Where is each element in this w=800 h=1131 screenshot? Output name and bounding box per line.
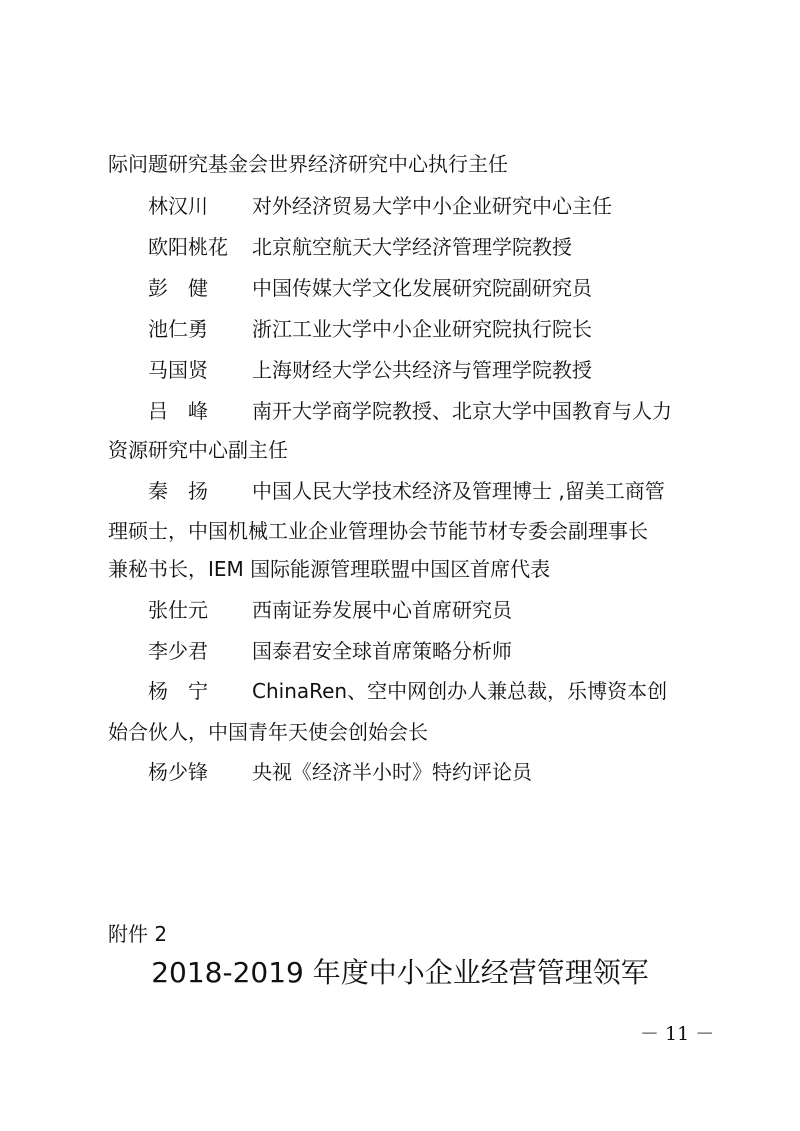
list-item: [148, 194, 612, 218]
text-line-continued: 兼秘书长，IEM 国际能源管理联盟中国区首席代表: [108, 557, 551, 581]
person-name: 杨 宁: [148, 679, 208, 703]
person-name: 秦 扬: [148, 479, 208, 503]
list-item: [148, 276, 592, 300]
person-name: 欧阳桃花: [148, 235, 228, 259]
person-description: 上海财经大学公共经济与管理学院教授: [252, 358, 592, 382]
list-item: [148, 399, 672, 423]
person-description: 南开大学商学院教授、北京大学中国教育与人力: [252, 399, 672, 423]
list-item: [148, 679, 667, 703]
person-description: 中国人民大学技术经济及管理博士 ,留美工商管: [252, 479, 665, 503]
list-item: [148, 235, 572, 259]
person-description: 国泰君安全球首席策略分析师: [252, 639, 512, 663]
list-item: [148, 479, 665, 503]
person-description: ChinaRen、空中网创办人兼总裁，乐博资本创: [252, 679, 668, 703]
person-name: 林汉川: [148, 194, 208, 218]
person-description: 浙江工业大学中小企业研究院执行院长: [252, 317, 592, 341]
person-name: 彭 健: [148, 276, 208, 300]
text-line-continued: 资源研究中心副主任: [108, 438, 288, 462]
text-line-continued: 始合伙人，中国青年天使会创始会长: [108, 720, 428, 744]
list-item: [148, 639, 512, 663]
person-description: 西南证券发展中心首席研究员: [252, 598, 512, 622]
person-description: 央视《经济半小时》特约评论员: [252, 760, 532, 784]
page-number: － 11 －: [640, 1023, 715, 1045]
person-name: 李少君: [148, 639, 208, 663]
person-name: 池仁勇: [148, 317, 208, 341]
person-name: 吕 峰: [148, 399, 208, 423]
text-line-continued: 际问题研究基金会世界经济研究中心执行主任: [108, 152, 508, 176]
attachment-label: 附件 2: [108, 922, 168, 946]
person-name: 张仕元: [148, 598, 208, 622]
list-item: [148, 358, 592, 382]
list-item: [148, 760, 532, 784]
person-description: 北京航空航天大学经济管理学院教授: [252, 235, 572, 259]
list-item: [148, 598, 512, 622]
person-name: 马国贤: [148, 358, 208, 382]
page-title: 2018-2019 年度中小企业经营管理领军: [151, 956, 649, 989]
list-item: [148, 317, 592, 341]
person-description: 对外经济贸易大学中小企业研究中心主任: [252, 194, 612, 218]
text-line-continued: 理硕士，中国机械工业企业管理协会节能节材专委会副理事长: [108, 519, 648, 543]
person-description: 中国传媒大学文化发展研究院副研究员: [252, 276, 592, 300]
person-name: 杨少锋: [148, 760, 208, 784]
